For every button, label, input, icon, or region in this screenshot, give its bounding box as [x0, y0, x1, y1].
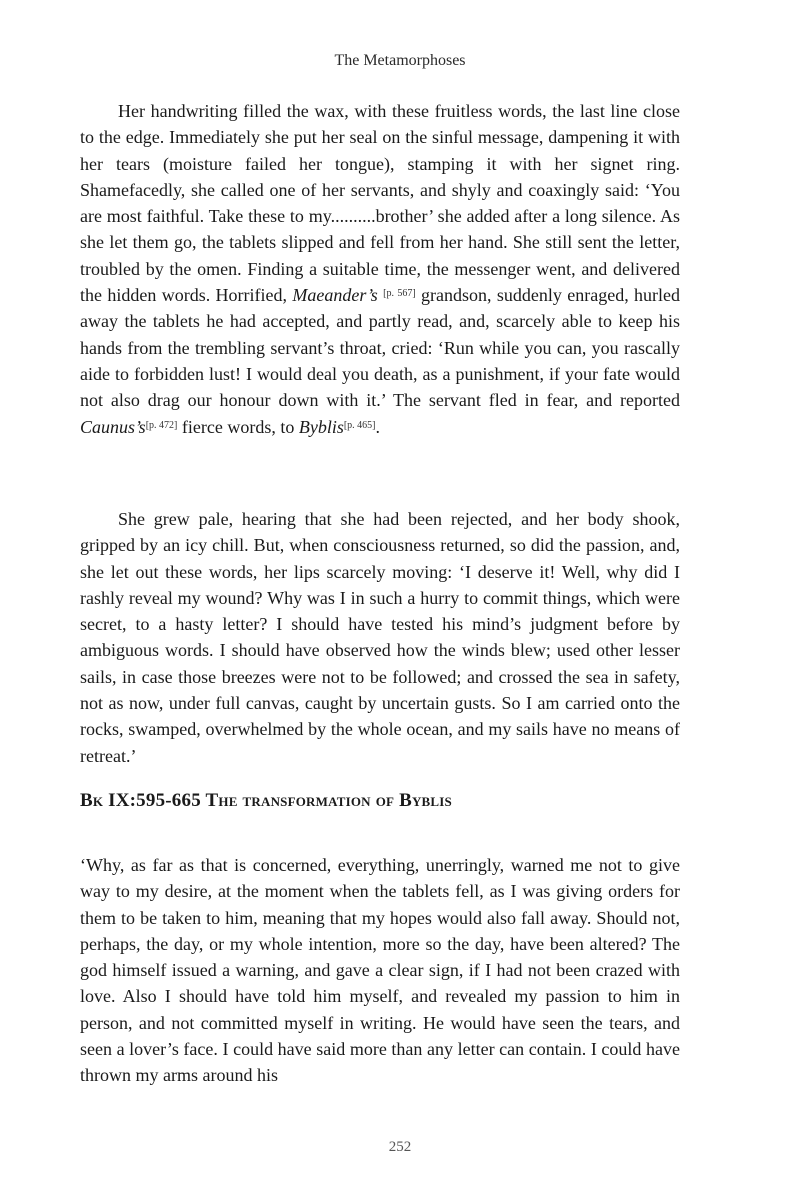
running-header: The Metamorphoses: [334, 52, 466, 69]
section-heading-text: Bk IX:595-665 The transformation of Byblis: [80, 790, 452, 811]
paragraph-3: [80, 852, 680, 1089]
paragraph-2-text: She grew pale, hearing that she had been rejected, and her body shook, gripped by an icy chill. But, when consciousness returned, so did the passion, and, she let out these words, her lips scarcely moving: ‘I deserve it! Well, why did I rashly reveal my wound? Why was I in such a hurry to commit things, which were secret, to a hasty letter? I should have tested his mind’s judgment before by ambiguous words. I should have observed how the winds blew; used other lesser sails, in case those breezes were not to be followed; and crossed the sea in safety, not as now, under full canvas, caught by uncertain gusts. So I am carried onto the rocks, swamped, overwhelmed by the whole ocean, and my sails have no means of retreat.’: [80, 509, 680, 766]
page-ref-567[interactable]: [p. 567]: [383, 288, 416, 300]
p1-text-a: Her handwriting filled the wax, with these fruitless words, the last line close to the edge. Immediately she put her seal on the sinful message, dampening it with her tears (moisture failed her tongue), stamping it with her signet ring. Shamefacedly, she called one of her servants, and shyly and coaxingly said: ‘You are most faithful. Take these to my..........brother’ she added after a long silence. As she let them go, the tablets slipped and fell from her hand. She still sent the letter, troubled by the omen. Finding a suitable time, the messenger went, and delivered the hidden words. Horrified,: [80, 101, 680, 306]
paragraph-1: [80, 98, 680, 440]
name-caunus: Caunus’s: [80, 416, 146, 437]
p1-text-b: grandson, suddenly enraged, hurled away the tablets he had accepted, and partly read, and, scarcely able to keep his hands from the trembling servant’s throat, cried: ‘Run while you can, you rascally aide to forbidden lust! I would deal you death, as a punishment, if your fate would not also drag our honour down with it.’ The servant fled in fear, and reported: [80, 285, 681, 411]
name-maeander: Maeander’s: [292, 285, 378, 306]
p1-text-c: fierce words, to: [181, 416, 295, 437]
paragraph-3-text: ‘Why, as far as that is concerned, everything, unerringly, warned me not to give way to my desire, at the moment when the tablets fell, as I was giving orders for them to be taken to him, meaning that my hopes would also fall away. Should not, perhaps, the day, or my whole intention, more so the day, have been altered? The god himself issued a warning, and gave a clear sign, if I had not been crazed with love. Also I should have told him myself, and revealed my passion to him in person, and not committed myself in writing. He would have seen the tears, and seen a lover’s face. I could have said more than any letter can contain. I could have thrown my arms around his: [80, 855, 680, 1086]
p1-text-d: .: [375, 416, 381, 437]
page-ref-465[interactable]: [p. 465]: [343, 419, 376, 431]
page-ref-472[interactable]: [p. 472]: [145, 419, 178, 431]
page-number: 252: [388, 1139, 412, 1155]
section-heading: [80, 790, 700, 812]
paragraph-2: [80, 506, 680, 769]
paragraph-1-text: [80, 98, 680, 440]
name-byblis: Byblis: [298, 416, 344, 437]
